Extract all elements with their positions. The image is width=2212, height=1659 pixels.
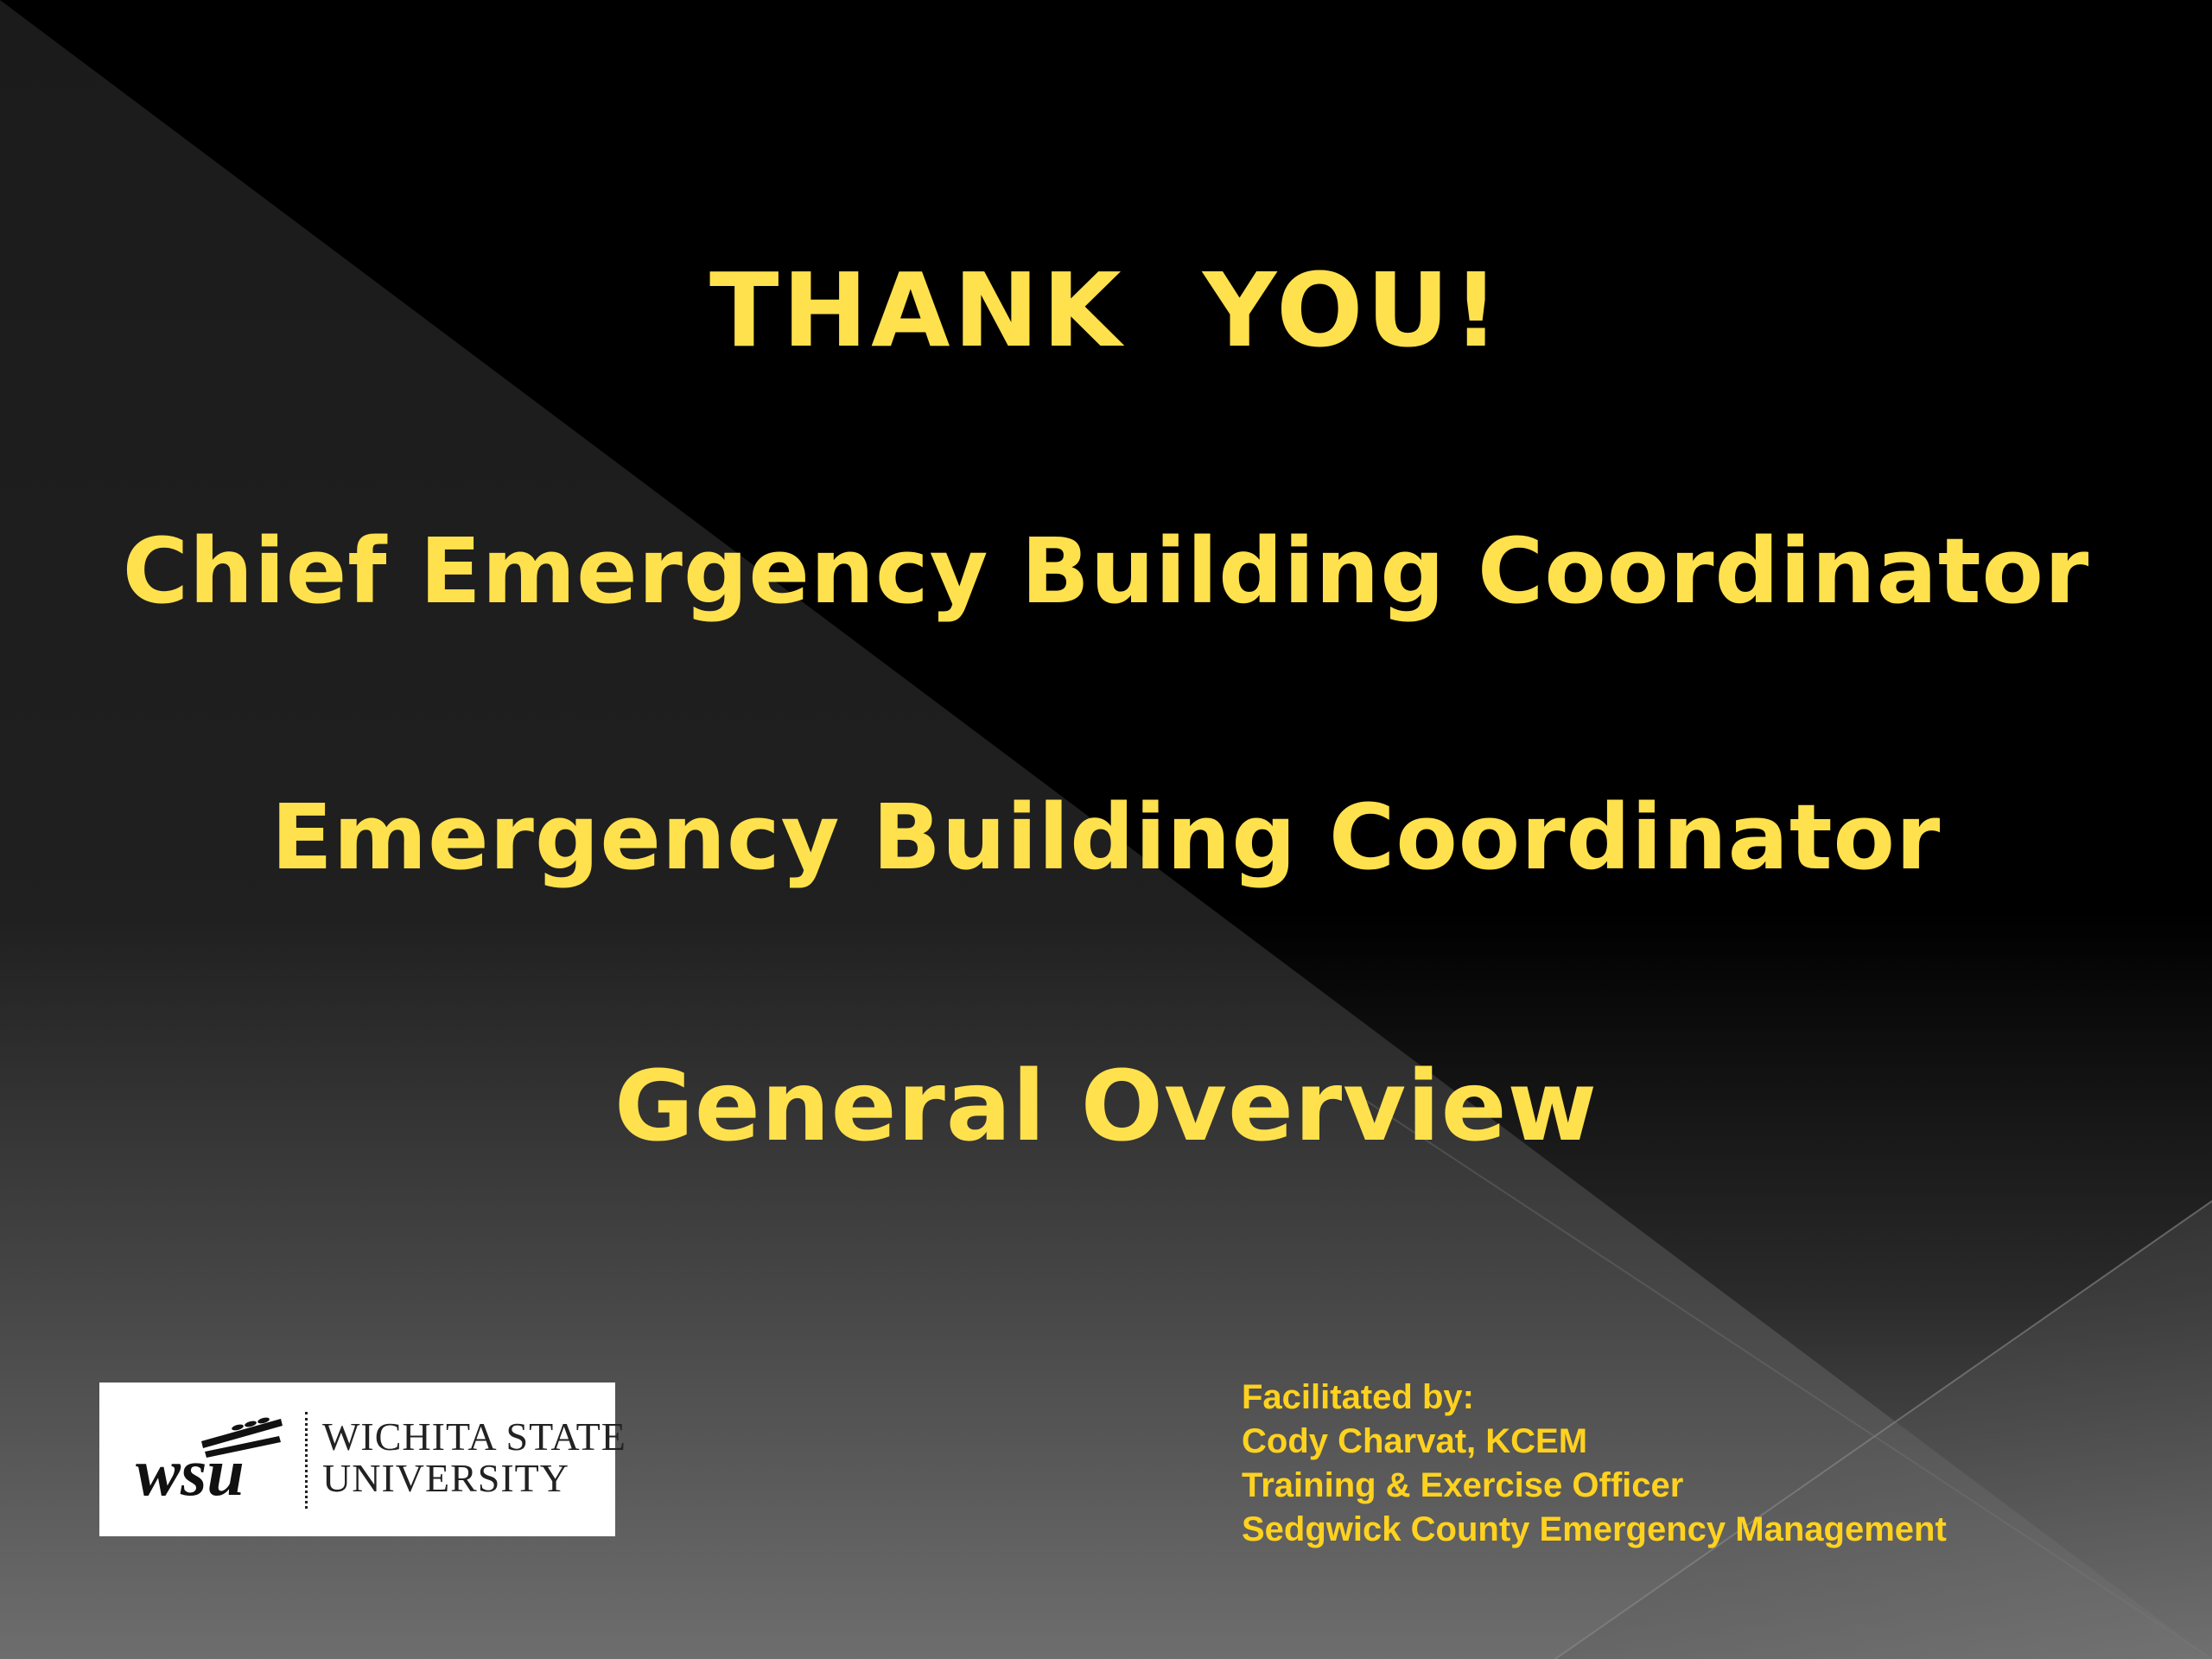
logo-wordmark-line1: WICHITA STATE bbox=[322, 1414, 626, 1459]
overview-title: General Overview bbox=[613, 1051, 1599, 1163]
chief-coordinator-title: Chief Emergency Building Coordinator bbox=[122, 518, 2090, 624]
svg-text:wsu: wsu bbox=[136, 1434, 245, 1510]
wsu-wheat-logo-icon bbox=[134, 1407, 285, 1510]
logo-divider bbox=[305, 1412, 308, 1509]
thank-you-heading: THANK YOU! bbox=[709, 251, 1503, 370]
facilitator-block bbox=[1242, 1376, 1947, 1552]
facilitator-role: Training & Exercise Officer bbox=[1242, 1466, 1684, 1504]
logo-wordmark-line2: UNIVERSITY bbox=[322, 1456, 569, 1500]
facilitator-heading: Facilitated by: bbox=[1242, 1378, 1474, 1416]
wichita-state-logo bbox=[99, 1382, 626, 1536]
facilitator-name: Cody Charvat, KCEM bbox=[1242, 1422, 1588, 1460]
facilitator-organization: Sedgwick County Emergency Management bbox=[1242, 1510, 1947, 1548]
coordinator-title: Emergency Building Coordinator bbox=[270, 785, 1942, 890]
